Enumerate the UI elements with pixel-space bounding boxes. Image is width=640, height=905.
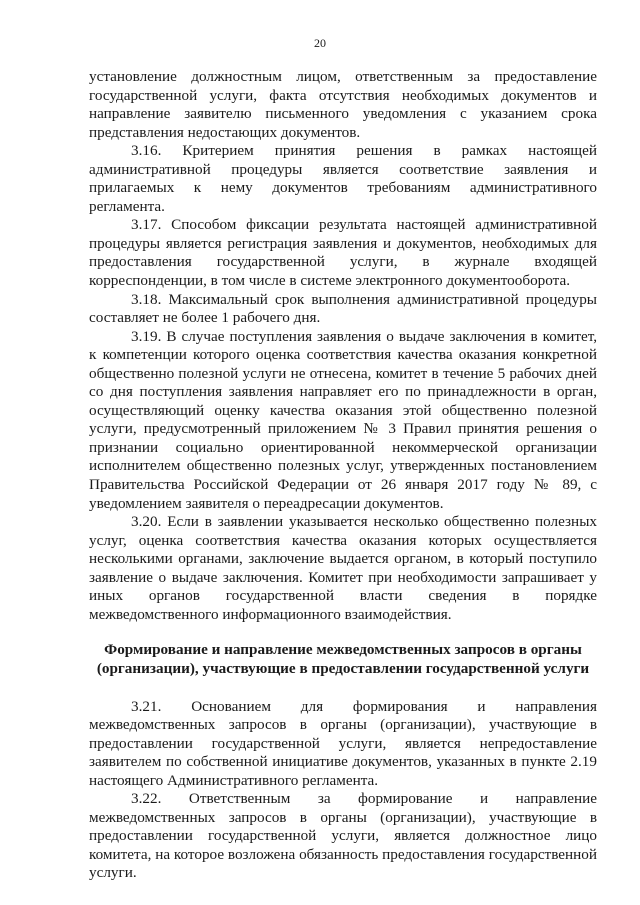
document-body (89, 68, 597, 883)
spacer (89, 624, 597, 641)
section-heading (89, 641, 597, 678)
paragraph-3-16: 3.16. Критерием принятия решения в рамках настоящей административной процедуры является соответствие заявления и прилагаемых к нему документов требованиям административного регламента. (89, 142, 597, 215)
paragraph-3-22: 3.22. Ответственным за формирование и направление межведомственных запросов в органы (организации), участвующие в предоставлении государственной услуги, является должностное лицо комитета, на которое возложена обязанность предоставления государственной услуги. (89, 790, 597, 882)
paragraph-3-19: 3.19. В случае поступления заявления о выдаче заключения в комитет, к компетенции которого оценка соответствия качества оказания конкретной общественно полезной услуги не отнесена, комитет в течение 5 рабочих дней со дня поступления заявления направляет его по принадлежности в орган, осуществляющий оценку качества оказания этой общественно полезной услуги, предусмотренный приложением № 3 Правил принятия решения о признании социально ориентированной некоммерческой организации исполнителем общественно полезных услуг, утвержденных постановлением Правительства Российской Федерации от 26 января 2017 году № 89, с уведомлением заявителя о переадресации документов. (89, 327, 597, 512)
section-heading-line-2: (организации), участвующие в предоставлении государственной услуги (96, 659, 590, 677)
spacer (89, 679, 597, 698)
section-heading-line-1: Формирование и направление межведомственных запросов в органы (104, 641, 582, 659)
paragraph-3-21: 3.21. Основанием для формирования и направления межведомственных запросов в органы (организации), участвующие в предоставлении государственной услуги, является непредоставление заявителем по собственной инициативе документов, указанных в пункте 2.19 настоящего Административного регламента. (89, 697, 597, 789)
paragraph-continuation: установление должностным лицом, ответственным за предоставление государственной услуги, факта отсутствия необходимых документов и направление заявителю письменного уведомления с указанием срока представления недостающих документов. (89, 68, 597, 141)
paragraph-3-17: 3.17. Способом фиксации результата настоящей административной процедуры является регистрация заявления и документов, необходимых для предоставления государственной услуги, в журнале входящей корреспонденции, в том числе в системе электронного документооборота. (89, 216, 597, 290)
page-number: 20 (314, 36, 326, 50)
paragraph-3-18: 3.18. Максимальный срок выполнения административной процедуры составляет не более 1 рабочего дня. (89, 290, 597, 327)
paragraph-3-20: 3.20. Если в заявлении указывается несколько общественно полезных услуг, оценка соответствия качества оказания которых осуществляется несколькими органами, заключение выдается органом, в который поступило заявление о выдаче заключения. Комитет при необходимости запрашивает у иных органов государственной власти сведения в порядке межведомственного информационного взаимодействия. (89, 513, 597, 623)
